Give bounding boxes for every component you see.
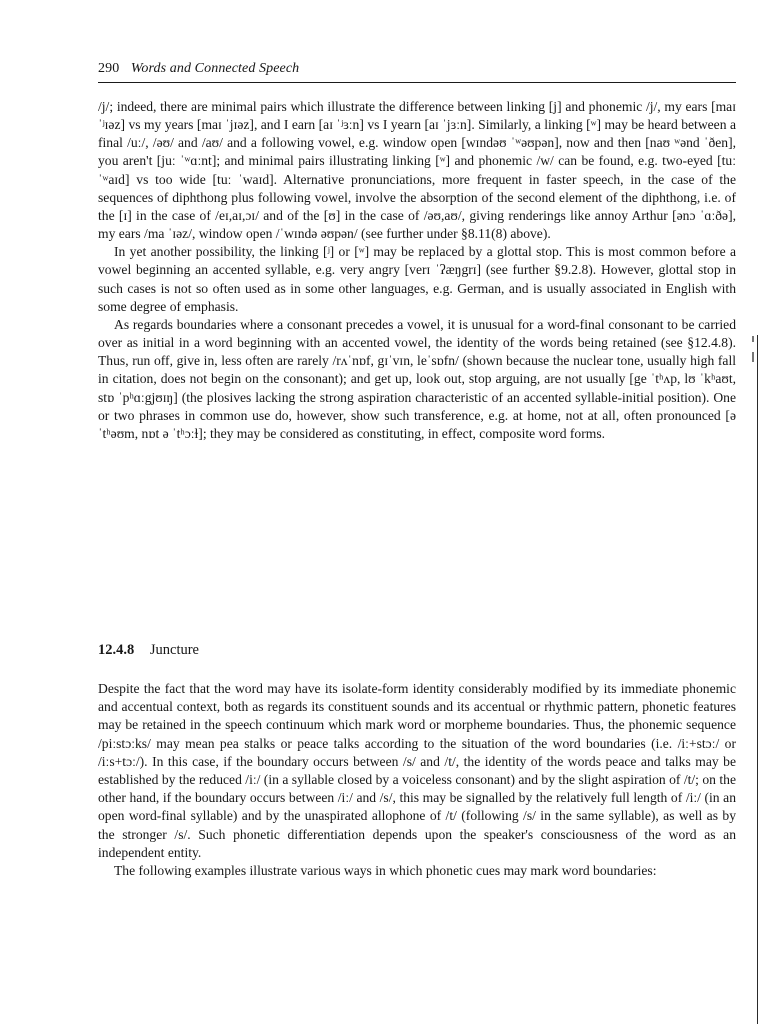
scan-edge-mark <box>752 336 754 342</box>
section-title: Juncture <box>149 642 199 658</box>
running-head <box>98 60 738 78</box>
paragraph-juncture: Despite the fact that the word may have its isolate-form identity considerably modified by its immediate phonemic and accentual context, both as regards its constituent sounds and its accentual or rhythmic pattern, phonetic features may be retained in the speech continuum which mark word or morpheme boundaries. Thus, the phonemic sequence /piːstɔːks/ may mean pea stalks or peace talks according to the situation of the word boundaries (i.e. /iː+stɔː/ or /iːs+tɔː/). In this case, if the boundary occurs between /s/ and /t/, the identity of the words peace and talks may be established by the reduced /iː/ (in a syllable closed by a voiceless consonant) and by the slight aspiration of /t/; on the other hand, if the boundary occurs between /iː/ and /s/, this may be signalled by the relatively full length of /iː/ (in an open word-final syllable) and by the unaspirated allophone of /t/ (following /s/ in the same syllable), as well as by the stronger /s/. Such phonetic differentiation depends upon the speaker's consciousness of the word as an independent entity. <box>98 681 736 860</box>
running-title: Words and Connected Speech <box>130 61 300 76</box>
juncture-text <box>98 680 736 880</box>
page-number: 290 <box>98 61 120 76</box>
scan-edge-line <box>757 335 758 1024</box>
section-number: 12.4.8 <box>98 642 135 658</box>
header-rule <box>98 82 736 83</box>
paragraph-consonant-vowel: As regards boundaries where a consonant precedes a vowel, it is unusual for a word-final consonant to be carried over as initial in a word beginning with an accented vowel, the identity of the words being retained (see §12.4.8). Thus, run off, give in, less often are rarely /rʌˈnɒf, gɪˈvɪn, leˈsɒfn/ (shown because the nuclear tone, usually high fall in citation, does not begin on the consonant); and get up, look out, stop arguing, are not usually [ge ˈtʰʌp, lʊ ˈkʰaʊt, stɒ ˈpʰɑːgjʊɪŋ] (the plosives lacking the strong aspiration characteristic of an accented syllable-initial position). One or two phrases in common use do, however, show such transference, e.g. at home, not at all, often pronounced [ə ˈtʰəʊm, nɒt ə ˈtʰɔːɫ]; they may be considered as constituting, in effect, composite word forms. <box>98 316 736 441</box>
section-heading <box>98 641 736 659</box>
scan-edge-mark <box>752 352 754 362</box>
paragraph-linking: /j/; indeed, there are minimal pairs which illustrate the difference between linking [j] and phonemic /j/, my ears [maɪ ˈʲɪəz] vs my years [maɪ ˈjɪəz], and I earn [aɪ ˈʲɜːn] vs I yearn [aɪ ˈjɜːn]. Similarly, a linking [ʷ] may be heard between a final /uː/, /əʊ/ and /aʊ/ and a following vowel, e.g. window open [wɪndəʊ ˈʷəʊpən], now and then [naʊ ʷənd ˈðen], you aren't [juː ˈʷɑːnt]; and minimal pairs illustrating linking [ʷ] and phonemic /w/ can be found, e.g. two-eyed [tuː ˈʷaɪd] vs too wide [tuː ˈwaɪd]. Alternative pronunciations, more frequent in faster speech, in the case of the sequences of diphthong plus following vowel, involve the absorption of the second element of the diphthong, i.e. of the [ɪ] in the case of /eɪ,aɪ,ɔɪ/ and of the [ʊ] in the case of /əʊ,aʊ/, giving renderings like annoy Arthur [ənɔ ˈɑːðə], my ears /ma ˈɪəz/, window open /ˈwɪndə əʊpən/ (see further under §8.11(8) above). <box>98 99 736 242</box>
paragraph-examples-intro: The following examples illustrate various ways in which phonetic cues may mark word boundaries: <box>114 863 657 879</box>
paragraph-glottal-stop: In yet another possibility, the linking [ʲ] or [ʷ] may be replaced by a glottal stop. This is most common before a vowel beginning an accented syllable, e.g. very angry [verɪ ˈʔæŋgrɪ] (see further §9.2.8). However, glottal stop in such cases is not so often used as in some other languages, e.g. German, and is usually associated in English with some degree of emphasis. <box>98 244 736 314</box>
main-text <box>98 98 736 443</box>
